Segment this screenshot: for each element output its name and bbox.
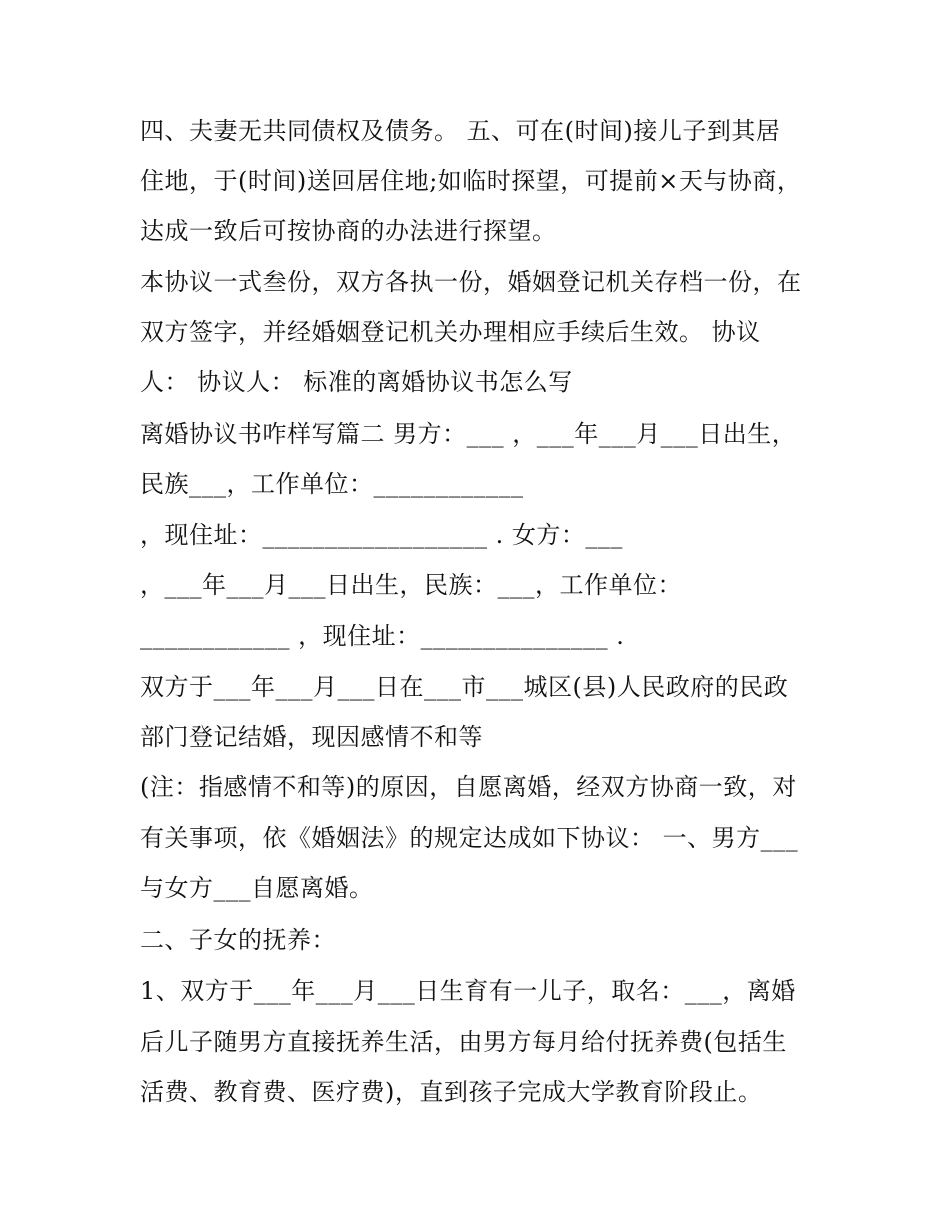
text-line: 与女方___自愿离婚。 — [140, 874, 374, 902]
text-line: 1、双方于___年___月___日生育有一儿子，取名：___，离婚 — [140, 977, 796, 1005]
text-line: 双方签字，并经婚姻登记机关办理相应手续后生效。 协议 — [140, 318, 761, 346]
text-line: (注：指感情不和等)的原因，自愿离婚，经双方协商一致，对 — [140, 773, 797, 801]
text-line: 民族___，工作单位：____________ — [140, 470, 524, 498]
text-line: 二、子女的抚养： — [140, 926, 336, 954]
text-line: 达成一致后可按协商的办法进行探望。 — [140, 217, 557, 245]
text-line: 双方于___年___月___日在___市___城区(县)人民政府的民政 — [140, 673, 789, 701]
text-line: ，现住址：__________________ . 女方：___ — [140, 521, 623, 549]
text-line: 活费、教育费、医疗费)，直到孩子完成大学教育阶段止。 — [140, 1078, 763, 1106]
text-line: ____________ ，现住址：_______________ . — [140, 622, 625, 650]
text-line: ，___年___月___日出生，民族：___，工作单位： — [140, 571, 682, 599]
text-line: 本协议一式叁份，双方各执一份，婚姻登记机关存档一份，在 — [140, 268, 802, 296]
text-line: 有关事项，依《婚姻法》的规定达成如下协议： 一、男方___ — [140, 824, 799, 852]
text-line: 后儿子随男方直接抚养生活，由男方每月给付抚养费(包括生 — [140, 1028, 787, 1056]
text-line: 部门登记结婚，现因感情不和等 — [140, 723, 483, 751]
text-line: 四、夫妻无共同债权及债务。 五、可在(时间)接儿子到其居 — [140, 117, 781, 145]
text-line: 离婚协议书咋样写篇二 男方：___ ，___年___月___日出生， — [140, 420, 797, 448]
text-line: 人： 协议人： 标准的离婚协议书怎么写 — [140, 368, 573, 396]
text-line: 住地，于(时间)送回居住地;如临时探望，可提前×天与协商， — [140, 167, 802, 195]
